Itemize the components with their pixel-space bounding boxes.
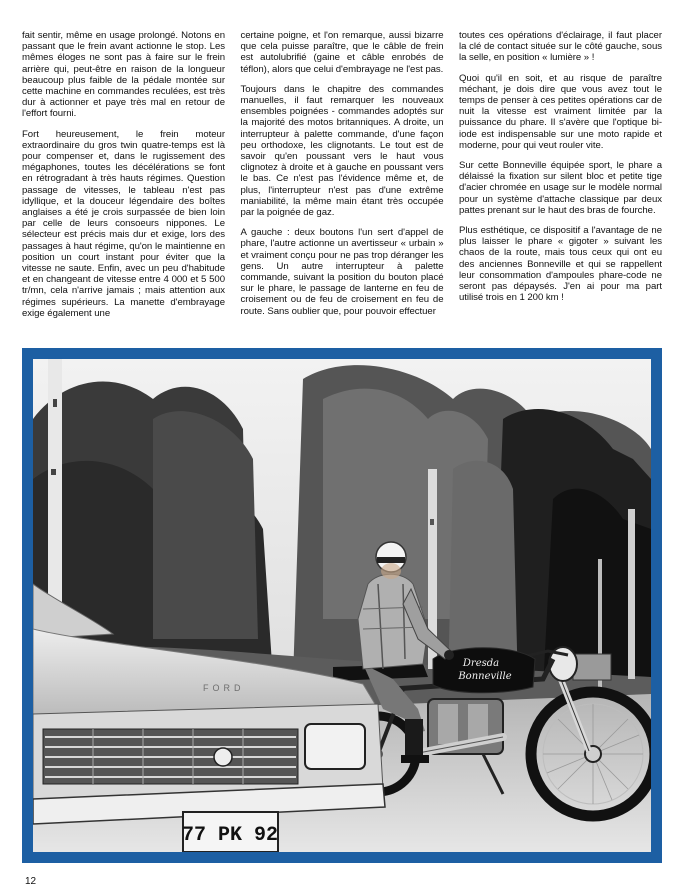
paragraph: Toujours dans le chapitre des commandes manuelles, il faut remarquer les nouveaux ensembles poignées - commandes adoptés sur la majorité des motos britanniques. A droite, un interrupteur à palette commande, d'une façon peu orthodoxe, les clignotants. Le tout est de savoir qu'en poussant vers le haut vous clignotez à droite et à gauche en poussant vers le bas. Ce n'est pas l'évidence même et, de plus, l'interrupteur n'est pas d'une extrême maniabilité, la même main étant très occupée par la poignée de gaz. bbox=[240, 83, 444, 219]
paragraph: A gauche : deux boutons l'un sert d'appel de phare, l'autre actionne un avertisseur « urbain » et vraiment conçu pour ne pas trop déranger les gens. Un autre interrupteur à palette commande, suivant la position du bouton placé sur le phare, le passage de lanterne en feu de croisement ou de feu de croisement en feu de route. Sans oublier que, pour pouvoir effectuer bbox=[240, 227, 444, 317]
roadside-sign bbox=[573, 654, 611, 680]
tank-lettering-2: Bonneville bbox=[458, 671, 512, 682]
paragraph: fait sentir, même en usage prolongé. Notons en passant que le frein avant actionne le stop. Les mêmes éloges ne sont pas à faire sur le frein arrière qui, peut-être en raison de la longueur beaucoup plus faible de la pédale montée sur cette machine en commandes reculées, est très dur à actionner et paye très mal en retour de l'effort fourni. bbox=[22, 30, 225, 120]
paragraph: Quoi qu'il en soit, et au risque de paraître méchant, je dois dire que vous avez tout le temps de penser à ces petites opérations car de nuit la vitesse est vraiment limitée par la puissance du phare. Il s'avère que l'optique bi-iode est indispensable sur une moto rapide et moderne, pour qui veut rouler vite. bbox=[459, 72, 662, 151]
license-plate-text: 77 PK 92 bbox=[181, 824, 279, 847]
article-column-3 bbox=[459, 30, 662, 342]
motorcycle-photo bbox=[33, 359, 651, 852]
paragraph: toutes ces opérations d'éclairage, il faut placer la clé de contact située sur le côté gauche, sous la selle, en position « lumière » ! bbox=[459, 30, 662, 64]
article-column-1 bbox=[22, 30, 225, 342]
photo-frame bbox=[22, 348, 662, 863]
article-column-2 bbox=[241, 30, 444, 342]
article-columns bbox=[22, 30, 662, 342]
tank-lettering-1: Dresda bbox=[462, 658, 500, 669]
paragraph: Plus esthétique, ce dispositif a l'avantage de ne plus laisser le phare « gigoter » suivant les chaos de la route, mais tous ceux qui ont eu des anciennes Bonneville et qui se rappellent leur consommation d'ampoules phare-code ne seront pas dépaysés. J'en ai pour ma part utilisé trois en 1 200 km ! bbox=[459, 225, 662, 304]
trees-background bbox=[33, 365, 651, 689]
paragraph: Fort heureusement, le frein moteur extraordinaire du gros twin quatre-temps est là pour compenser et, dans le rugissement des mégaphones, toutes les décélérations se font en rétrogradant à très hauts régimes. Question passage de vitesses, le tableau n'est pas idyllique, et la douceur légendaire des boîtes anglaises a été je crois surpassée de bien loin par celle de leurs consoeurs nippones. Le sélecteur est précis mais dur et exige, lors des passages à haut régime, qu'on le maintienne en position un court instant pour éviter que la vitesse ne saute. Enfin, avec un peu d'habitude et en changeant de vitesse entre 4 000 et 5 500 tr/mn, cela n'arrive jamais ; mais attention aux régimes supérieurs. La manette d'embrayage exige également une bbox=[22, 128, 225, 319]
page-number: 12 bbox=[25, 876, 37, 887]
paragraph: Sur cette Bonneville équipée sport, le phare a délaissé la fixation sur silent bloc et petite tige d'acier chromée en usage sur le modèle normal pour un système d'attache classique par deux pattes prenant sur le haut des bras de fourche. bbox=[459, 160, 662, 216]
grille-lettering: FORD bbox=[203, 683, 245, 693]
paragraph: certaine poigne, et l'on remarque, aussi bizarre que cela puisse paraître, que le câble de frein est autolubrifié (gaine et câble enrobés de téflon), alors que celui d'embrayage ne l'est pas. bbox=[240, 30, 444, 75]
